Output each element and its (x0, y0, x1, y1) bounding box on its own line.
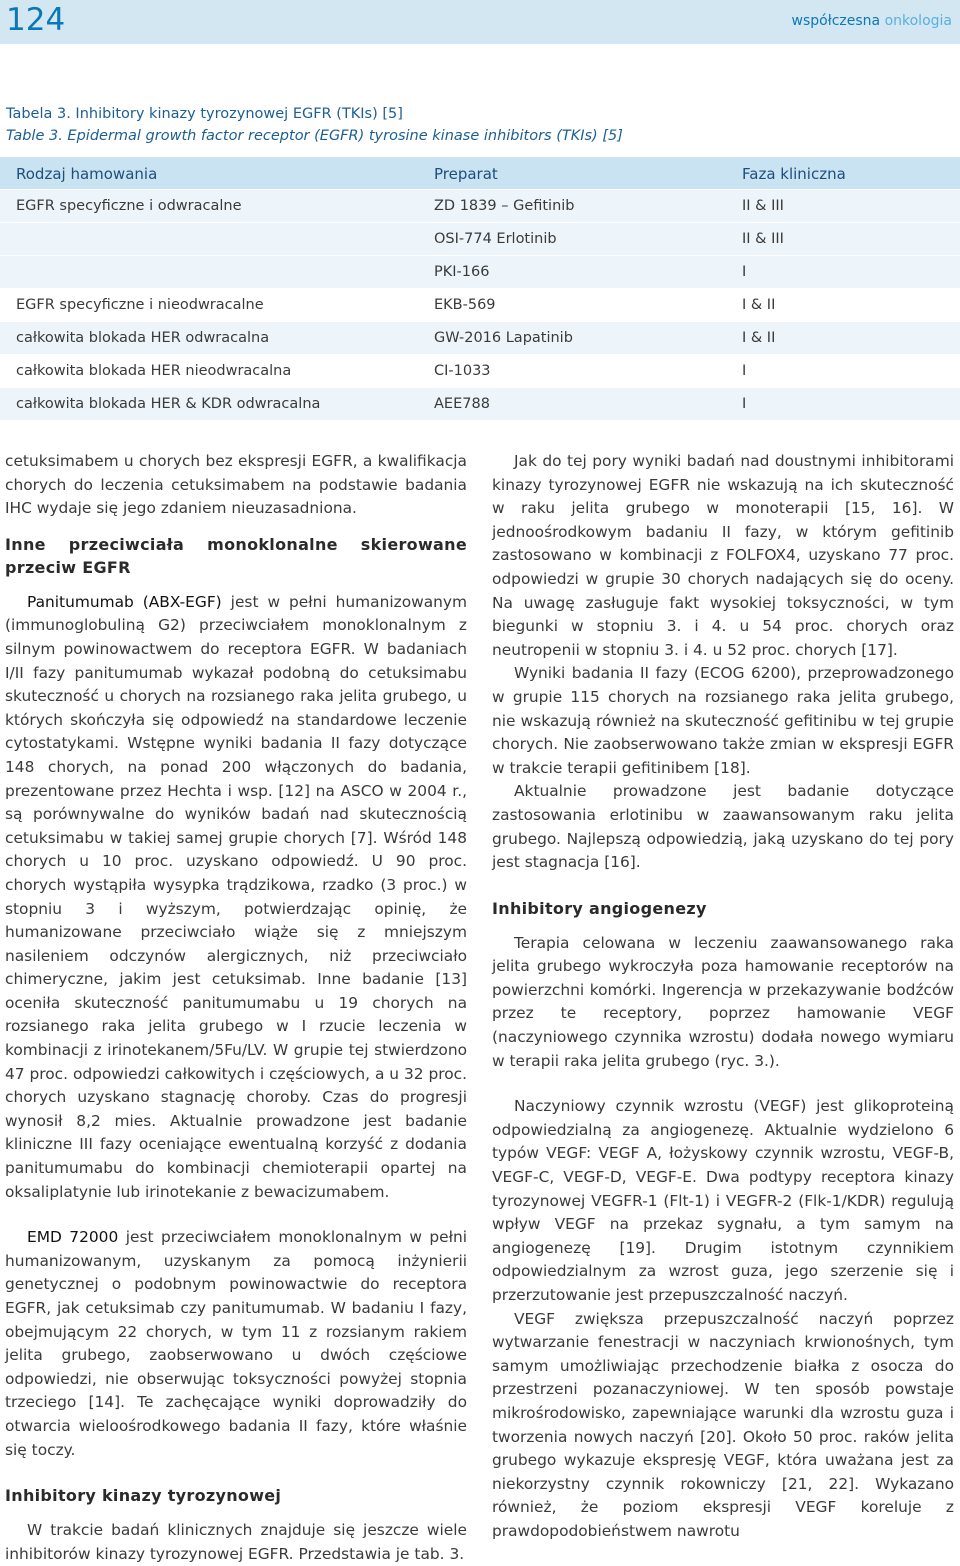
journal-name-part2: onkologia (884, 13, 952, 29)
paragraph: Aktualnie prowadzone jest badanie dotyczące zastosowania erlotinibu w zaawansowanym raku jelita grubego. Najlepszą odpowiedzią, jaką uzyskano do tej pory jest stagnacja [16]. (492, 782, 954, 872)
header-cell-phase: Faza kliniczna (742, 165, 846, 183)
cell-drug: CI-1033 (434, 363, 491, 379)
cell-type: całkowita blokada HER odwracalna (16, 330, 270, 346)
journal-name (792, 13, 952, 29)
right-column (492, 450, 954, 1544)
cell-phase: I & II (742, 330, 776, 346)
paragraph-text: jest w pełni humanizowanym (immunoglobuliną G2) przeciwciałem monoklonalnym z silnym powinowactwem do receptora EGFR. W badaniach I/II fazy panitumumab wykazał podobną do cetuksimabu skuteczność u chorych na rozsianego raka jelita grubego, u których skończyła się odpowiedź na standardowe leczenie cytostatykami. Wstępne wyniki badania II fazy dotyczące 148 chorych, na ponad 200 włączonych do badania, prezentowane przez Hechta i wsp. [12] na ASCO w 2004 r., są porównywalne do wyników badań nad skutecznością cetuksimabu w takiej samej grupie chorych [7]. Wśród 148 chorych u 10 proc. uzyskano odpowiedź. U 90 proc. chorych wystąpiła wysypka trądzikowa, rzadko (3 proc.) w stopniu 3 i wyższym, potwierdzając opinię, że humanizowane przeciwciało wiąże się z mniejszym nasileniem odczynów alergicznych, niż przeciwciało chimeryczne, jakim jest cetuksimab. Inne badanie [13] oceniła skuteczność panitumumabu u 19 chorych na rozsianego raka jelita grubego w I rzucie leczenia w kombinacji z irinotekanem/5Fu/LV. W grupie tej stwierdzono 47 proc. odpowiedzi całkowitych i częściowych, a u 32 proc. chorych uzyskano stagnację choroby. Czas do progresji wynosił 8,2 mies. Aktualnie prowadzone jest badanie kliniczne III fazy oceniające ewentualną korzyść z dodania panitumumabu do kombinacji chemioterapii opartej na oksaliplatynie lub irinotekanie z bewacizumabem. (5, 592, 467, 1201)
cell-type: całkowita blokada HER nieodwracalna (16, 363, 292, 379)
cell-type: EGFR specyficzne i odwracalne (16, 198, 242, 214)
cell-phase: I (742, 396, 747, 412)
table-header-row (0, 156, 960, 189)
paragraph-text: jest przeciwciałem monoklonalnym w pełni humanizowanym, uzyskanym za pomocą inżynierii genetycznej o podobnym powinowactwie do receptora EGFR, jak cetuksimab czy panitumumab. W badaniu I fazy, obejmującym 22 chorych, w tym 11 z rozsianym rakiem jelita grubego, zaobserwowano u dwóch częściowe odpowiedzi, nie obserwując toksyczności powyżej stopnia trzeciego [14]. Te zachęcające wyniki doprowadziły do otwarcia wieloośrodkowego badania II fazy, które właśnie się toczy. (5, 1228, 467, 1459)
table-caption-en: Table 3. Epidermal growth factor receptor (EGFR) tyrosine kinase inhibitors (TKIs) [5] (6, 128, 623, 144)
header-cell-type: Rodzaj hamowania (16, 165, 158, 183)
table-row (0, 222, 960, 255)
table-row (0, 321, 960, 354)
journal-name-part1: współczesna (791, 13, 885, 29)
table-row (0, 255, 960, 288)
cell-type: EGFR specyficzne i nieodwracalne (16, 297, 264, 313)
paragraph: W trakcie badań klinicznych znajduje się jeszcze wiele inhibitorów kinazy tyrozynowej EGFR. Przedstawia je tab. 3. (5, 1521, 467, 1563)
section-heading-tki: Inhibitory kinazy tyrozynowej (5, 1486, 282, 1506)
paragraph: VEGF zwiększa przepuszczalność naczyń poprzez wytwarzanie fenestracji w naczyniach krwionośnych, tym samym umożliwiając przechodzenie białka z osocza do przestrzeni pozanaczyniowej. W ten sposób powstaje mikrośrodowisko, zapewniające warunki dla wzrostu guza i tworzenia nowych naczyń [20]. Około 50 proc. raków jelita grubego wykazuje ekspresję VEGF, która uważana jest za niekorzystny czynnik rokowniczy [21, 22]. Wykazano również, że poziom ekspresji VEGF koreluje z prawdopodobieństwem nawrotu (492, 1309, 954, 1540)
cell-drug: ZD 1839 – Gefitinib (434, 198, 575, 214)
paragraph (5, 1226, 467, 1462)
paragraph: Naczyniowy czynnik wzrostu (VEGF) jest glikoproteiną odpowiedzialną za angiogenezę. Aktualnie wydzielono 6 typów VEGF: VEGF A, łożyskowy czynnik wzrostu, VEGF-B, VEGF-C, VEGF-D, VEGF-E. Dwa podtypy receptora kinazy tyrozynowej VEGFR-1 (Flt-1) i VEGFR-2 (Flk-1/KDR) regulują wpływ VEGF na przekaz sygnału, a tym samym na angiogenezę [19]. Drugim istotnym czynnikiem odpowiedzialnym za wzrost guza, jego szerzenie się i przerzutowanie jest przepuszczalność naczyń. (492, 1097, 954, 1304)
page-number: 124 (6, 2, 66, 38)
cell-phase: I (742, 363, 747, 379)
cell-phase: I & II (742, 297, 776, 313)
table-caption-pl: Tabela 3. Inhibitory kinazy tyrozynowej EGFR (TKIs) [5] (6, 106, 403, 122)
page-header (0, 0, 960, 44)
cell-drug: OSI-774 Erlotinib (434, 231, 557, 247)
section-heading-angiogenesis: Inhibitory angiogenezy (492, 898, 707, 918)
cell-drug: GW-2016 Lapatinib (434, 330, 573, 346)
cell-type: całkowita blokada HER & KDR odwracalna (16, 396, 321, 412)
paragraph: Terapia celowana w leczeniu zaawansowanego raka jelita grubego wykroczyła poza hamowanie receptorów na powierzchni komórki. Ingerencja w przekazywanie bodźców przez te receptory, poprzez hamowanie VEGF (naczyniowego czynnika wzrostu) dodała nowego wymiaru w terapii raka jelita grubego (ryc. 3.). (492, 933, 954, 1070)
table-row (0, 387, 960, 420)
section-heading-other-antibodies: Inne przeciwciała monoklonalne skierowane przeciw EGFR (5, 534, 467, 577)
table-row (0, 288, 960, 321)
table-row (0, 189, 960, 222)
cell-phase: II & III (742, 198, 784, 214)
paragraph: cetuksimabem u chorych bez ekspresji EGFR, a kwalifikacja chorych do leczenia cetuksimabem na podstawie badania IHC wydaje się jego zdaniem nieuzasadniona. (5, 452, 467, 518)
table-row (0, 354, 960, 387)
cell-phase: II & III (742, 231, 784, 247)
drug-name: EMD 72000 (27, 1228, 119, 1247)
paragraph: Jak do tej pory wyniki badań nad doustnymi inhibitorami kinazy tyrozynowej EGFR nie wskazują na ich skuteczność w raku jelita grubego w monoterapii [15, 16]. W jednoośrodkowym badaniu II fazy, w którym gefitinib zastosowano w kombinacji z FOLFOX4, uzyskano 77 proc. odpowiedzi w grupie 30 chorych nadających się do oceny. Na uwagę zasługuje fakt wysokiej toksyczności, w tym biegunki w stopniu 3. i 4. u 54 proc. chorych oraz neutropenii w stopniu 3. i 4. u 52 proc. chorych [17]. (492, 452, 954, 659)
left-column (5, 450, 467, 1566)
paragraph: Wyniki badania II fazy (ECOG 6200), przeprowadzonego w grupie 115 chorych na rozsianego raka jelita grubego, nie wskazują również na skuteczność gefitinibu w tej grupie chorych. Nie zaobserwowano także zmian w ekspresji EGFR w trakcie terapii gefitinibem [18]. (492, 664, 954, 777)
cell-drug: PKI-166 (434, 264, 490, 280)
tki-table (0, 156, 960, 420)
paragraph (5, 591, 467, 1204)
cell-phase: I (742, 264, 747, 280)
cell-drug: AEE788 (434, 396, 490, 412)
cell-drug: EKB-569 (434, 297, 496, 313)
drug-name: Panitumumab (ABX-EGF) (27, 592, 222, 611)
header-cell-drug: Preparat (434, 165, 498, 183)
